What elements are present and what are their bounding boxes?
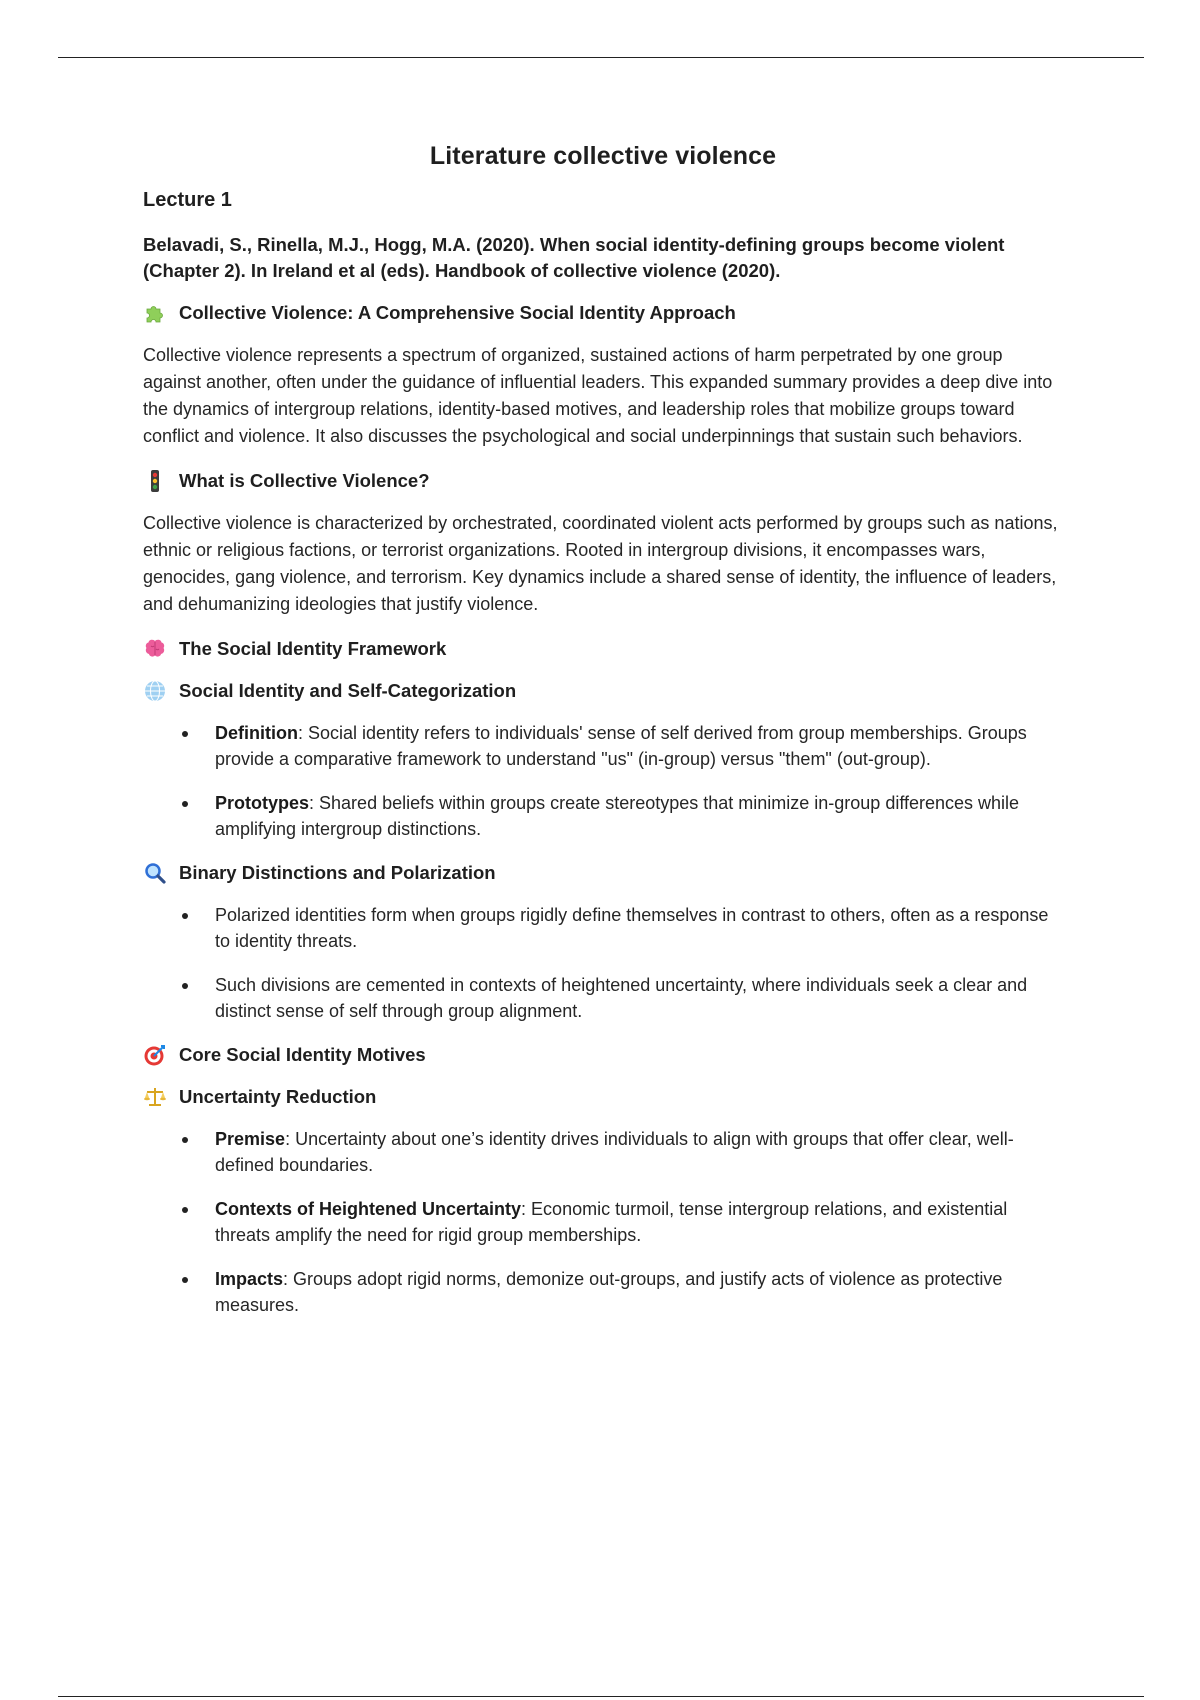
bullet-list	[143, 902, 1063, 1024]
lecture-heading: Lecture 1	[143, 189, 232, 211]
list-item	[143, 1126, 1063, 1178]
brain-icon	[143, 637, 169, 661]
bottom-rule	[58, 1696, 1144, 1697]
bullet-list	[143, 720, 1063, 842]
term: Definition	[215, 723, 298, 743]
bullet-list	[143, 1126, 1063, 1318]
target-icon	[143, 1043, 169, 1067]
section-heading-text: Binary Distinctions and Polarization	[179, 862, 496, 883]
section-heading-text: The Social Identity Framework	[179, 638, 447, 659]
list-item	[143, 1266, 1063, 1318]
list-item	[143, 720, 1063, 772]
section-heading-social-identity-framework	[143, 636, 1063, 662]
section-paragraph: Collective violence represents a spectrum of organized, sustained actions of harm perpetrated by one group against another, often under the guidance of influential leaders. This expanded summary provides a deep dive into the dynamics of intergroup relations, identity-based motives, and leadership roles that mobilize groups toward conflict and violence. It also discusses the psychological and social underpinnings that sustain such behaviors.	[143, 345, 1053, 446]
puzzle-icon	[143, 301, 169, 325]
section-heading-text: Core Social Identity Motives	[179, 1044, 426, 1065]
section-heading-uncertainty-reduction	[143, 1084, 1063, 1110]
section-heading-text: Collective Violence: A Comprehensive Social Identity Approach	[179, 302, 736, 323]
item-text: : Shared beliefs within groups create stereotypes that minimize in-group differences while amplifying intergroup distinctions.	[215, 793, 1020, 839]
item-text: : Uncertainty about one’s identity drives individuals to align with groups that offer clear, well-defined boundaries.	[215, 1129, 1014, 1175]
item-text: : Groups adopt rigid norms, demonize out-groups, and justify acts of violence as protective measures.	[215, 1269, 1003, 1315]
term: Premise	[215, 1129, 286, 1149]
list-item	[143, 1196, 1063, 1248]
section-paragraph: Collective violence is characterized by orchestrated, coordinated violent acts performed by groups such as nations, ethnic or religious factions, or terrorist organizations. Rooted in intergroup divisions, it encompasses wars, genocides, gang violence, and terrorism. Key dynamics include a shared sense of identity, the influence of leaders, and dehumanizing ideologies that justify violence.	[143, 513, 1058, 614]
list-item	[143, 790, 1063, 842]
term: Prototypes	[215, 793, 310, 813]
scale-icon	[143, 1085, 169, 1109]
section-heading-text: What is Collective Violence?	[179, 470, 430, 491]
magnifier-icon	[143, 861, 169, 885]
top-rule	[58, 57, 1144, 58]
term: Contexts of Heightened Uncertainty	[215, 1199, 522, 1219]
section-heading-text: Uncertainty Reduction	[179, 1086, 377, 1107]
traffic-light-icon	[143, 469, 169, 493]
section-heading-core-motives	[143, 1042, 1063, 1068]
section-heading-text: Social Identity and Self-Categorization	[179, 680, 517, 701]
item-text: : Social identity refers to individuals' sense of self derived from group memberships. Groups provide a comparative framework to understand "us" (in-group) versus "them" (out-group).	[215, 723, 1027, 769]
document-title: Literature collective violence	[429, 142, 777, 170]
section-heading-social-identity-self-categorization	[143, 678, 1063, 704]
term: Impacts	[215, 1269, 284, 1289]
list-item: Such divisions are cemented in contexts of heightened uncertainty, where individuals seek a clear and distinct sense of self through group alignment.	[143, 972, 1063, 1024]
globe-icon	[143, 679, 169, 703]
section-heading-collective-violence-approach	[143, 300, 1063, 326]
list-item: Polarized identities form when groups rigidly define themselves in contrast to others, often as a response to identity threats.	[143, 902, 1063, 954]
section-heading-what-is-collective-violence	[143, 468, 1063, 494]
item-text: : Economic turmoil, tense intergroup relations, and existential threats amplify the need for rigid group memberships.	[215, 1199, 1008, 1245]
document-page	[143, 142, 1063, 1336]
citation: Belavadi, S., Rinella, M.J., Hogg, M.A. (2020). When social identity-defining groups become violent (Chapter 2). In Ireland et al (eds). Handbook of collective violence (2020).	[143, 234, 1005, 281]
section-heading-binary-distinctions	[143, 860, 1063, 886]
